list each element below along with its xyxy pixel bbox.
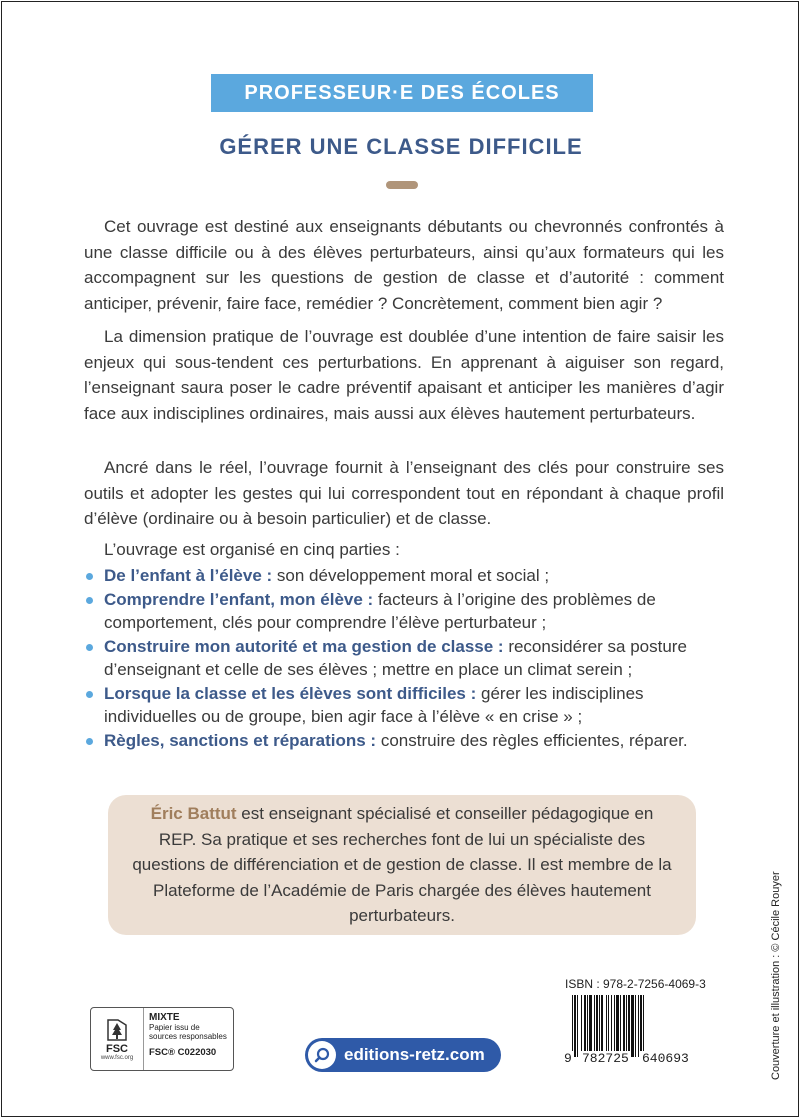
barcode-bar xyxy=(628,995,630,1057)
barcode-bar xyxy=(626,995,627,1057)
part-text: reconsidérer sa posture d’enseignant et celle de ses élèves ; mettre en place un climat serein ; xyxy=(104,636,687,679)
list-item xyxy=(84,564,724,588)
barcode-bar xyxy=(616,995,619,1057)
barcode-bar xyxy=(589,995,592,1057)
bullet-icon xyxy=(86,597,93,604)
bullet-icon xyxy=(86,644,93,651)
barcode-bar xyxy=(606,995,607,1057)
barcode-bar xyxy=(631,995,634,1057)
part-text: gérer les indisciplines individuelles ou de groupe, bien agir face à l’élève « en crise » ; xyxy=(104,683,644,726)
barcode-bar xyxy=(574,995,576,1057)
book-title: GÉRER UNE CLASSE DIFFICILE xyxy=(219,134,583,159)
bullet-icon xyxy=(86,691,93,698)
illustration-credit: Couverture et illustration : © Cécile Rouyer xyxy=(770,871,782,1080)
barcode-bar xyxy=(643,995,644,1057)
barcode-first-digit: 9 xyxy=(564,1051,572,1066)
part-text: construire des règles efficientes, réparer. xyxy=(376,730,688,750)
list-item xyxy=(84,635,724,682)
isbn-text: ISBN : 978-2-7256-4069-3 xyxy=(565,977,706,991)
third-paragraph: Ancré dans le réel, l’ouvrage fournit à l’enseignant des clés pour construire ses outils et adopter les gestes qui lui correspondent tout en répondant à chaque profil d’élève (ordinaire ou à besoin particulier) et de classe. xyxy=(84,458,724,528)
fsc-logo xyxy=(91,1008,144,1070)
author-bio-text: est enseignant spécialisé et conseiller pédagogique en REP. Sa pratique et ses recherches font de lui un spécialiste des questions de différenciation et de gestion de classe. Il est membre de la Plateforme de l’Académie de Paris chargée des élèves hautement perturbateurs. xyxy=(132,804,672,926)
author-bio xyxy=(132,801,672,929)
barcode-bars xyxy=(570,995,698,1057)
part-text: facteurs à l’origine des problèmes de comportement, clés pour comprendre l’élève perturbateur ; xyxy=(104,589,656,632)
fsc-url: www.fsc.org xyxy=(100,1055,134,1061)
list-intro: L’ouvrage est organisé en cinq parties : xyxy=(104,540,400,559)
barcode-left-digits: 782725 xyxy=(582,1051,629,1066)
part-title: De l’enfant à l’élève : xyxy=(104,566,273,585)
author-name: Éric Battut xyxy=(150,804,237,824)
fsc-label-text: FSC xyxy=(106,1043,128,1055)
barcode-bar xyxy=(614,995,615,1057)
barcode-bar xyxy=(620,995,621,1057)
barcode-bar xyxy=(596,995,598,1057)
parts-list xyxy=(84,564,724,752)
fsc-code: FSC® C022030 xyxy=(149,1047,217,1058)
list-item xyxy=(84,682,724,729)
part-title: Construire mon autorité et ma gestion de classe : xyxy=(104,636,504,656)
barcode-bar xyxy=(599,995,600,1057)
publisher-website-badge[interactable] xyxy=(305,1038,501,1072)
back-cover xyxy=(1,1,799,1117)
bullet-icon xyxy=(86,573,93,580)
list-item xyxy=(84,729,724,753)
barcode-right-digits: 640693 xyxy=(642,1051,689,1066)
barcode-bar xyxy=(601,995,603,1057)
barcode-bar xyxy=(572,995,573,1057)
barcode-bar xyxy=(584,995,586,1057)
author-box xyxy=(108,795,696,935)
second-paragraph: La dimension pratique de l’ouvrage est doublée d’une intention de faire saisir les enjeux qui sous-tendent ces perturbations. En apprenant à aiguiser son regard, l’enseignant saura poser le cadre préventif apaisant et anticiper les manières d’agir face aux indisciplines ordinaires, mais aussi aux élèves hautement perturbateurs. xyxy=(84,327,724,423)
barcode-bar xyxy=(640,995,642,1057)
publisher-url[interactable]: editions-retz.com xyxy=(344,1045,485,1064)
part-title: Règles, sanctions et réparations : xyxy=(104,730,377,750)
search-icon xyxy=(308,1041,336,1069)
fsc-info xyxy=(144,1008,233,1070)
fsc-mixte: MIXTE xyxy=(149,1012,180,1023)
part-title: Comprendre l’enfant, mon élève : xyxy=(104,589,374,609)
barcode-bar xyxy=(635,995,636,1057)
intro-paragraph: Cet ouvrage est destiné aux enseignants débutants ou chevronnés confrontés à une classe difficile ou à des élèves perturbateurs, ainsi qu’aux formateurs qui les accompagnent sur les questions de gestion de classe et d’autorité : comment anticiper, prévenir, faire face, remédier ? Concrètement, comment bien agir ? xyxy=(84,217,724,313)
barcode-bar xyxy=(608,995,609,1057)
part-text: son développement moral et social ; xyxy=(272,566,550,585)
barcode-bar xyxy=(577,995,578,1057)
list-item xyxy=(84,588,724,635)
barcode-bar xyxy=(587,995,588,1057)
category-banner: PROFESSEUR·E DES ÉCOLES xyxy=(211,74,593,112)
fsc-description: Papier issu de sources responsables xyxy=(149,1023,227,1041)
barcode-bar xyxy=(638,995,639,1057)
bullet-icon xyxy=(86,738,93,745)
fsc-label xyxy=(90,1007,234,1071)
barcode-bar xyxy=(611,995,612,1057)
title-divider xyxy=(386,181,418,189)
barcode-bar xyxy=(623,995,625,1057)
barcode-bar xyxy=(581,995,582,1057)
barcode-bar xyxy=(594,995,595,1057)
fsc-tree-icon xyxy=(102,1017,132,1043)
part-title: Lorsque la classe et les élèves sont difficiles : xyxy=(104,683,477,703)
barcode xyxy=(562,995,702,1073)
